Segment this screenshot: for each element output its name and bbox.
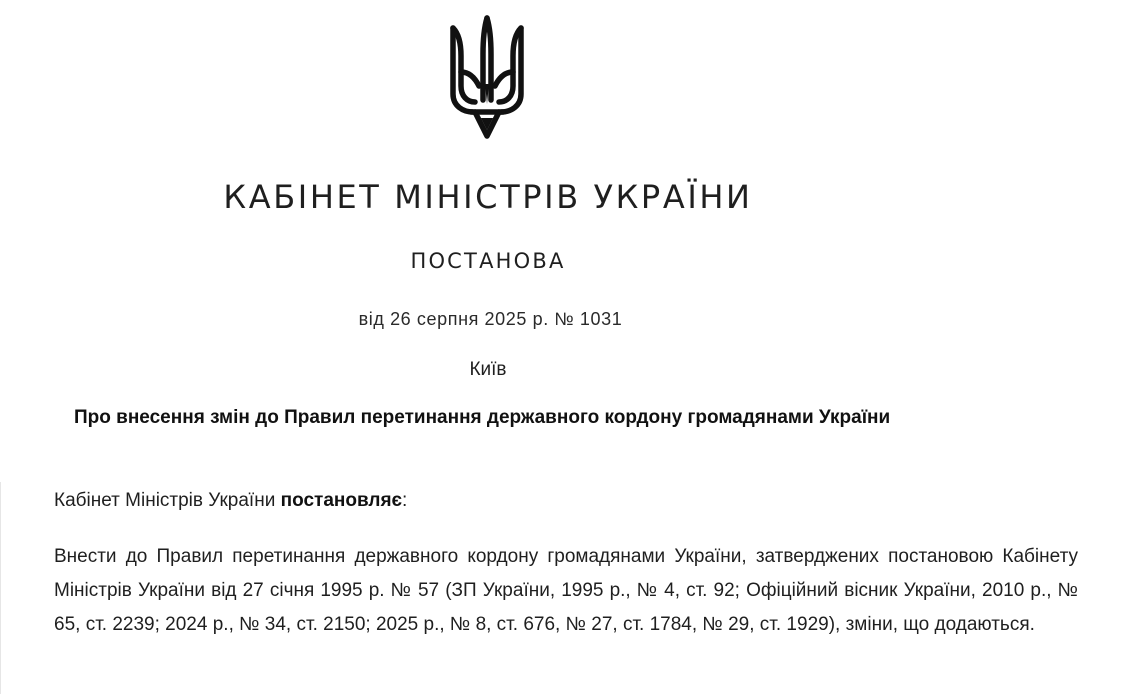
document-title: Про внесення змін до Правил перетинання державного кордону громадянами України — [74, 407, 891, 428]
preamble-suffix: : — [402, 490, 408, 511]
preamble — [54, 490, 407, 512]
left-divider — [0, 482, 1, 694]
organization-name: КАБІНЕТ МІНІСТРІВ УКРАЇНИ — [223, 178, 753, 216]
body-paragraph: Внести до Правил перетинання державного кордону громадянами України, затверджених постановою Кабінету Міністрів України від 27 січня 1995 р. № 57 (ЗП України, 1995 р., № 4, ст. 92; Офіційний вісник України, 2010 р., № 65, ст. 2239; 2024 р., № 34, ст. 2150; 2025 р., № 8, ст. 676, № 27, ст. 1784, № 29, ст. 1929), зміни, що додаються. — [54, 546, 1078, 635]
preamble-text: Кабінет Міністрів України — [54, 490, 281, 511]
preamble-emphasis: постановляє — [280, 490, 403, 511]
trident-coat-of-arms-icon — [445, 14, 529, 142]
document-type: ПОСТАНОВА — [410, 249, 566, 273]
document-date-number: від 26 серпня 2025 р. № 1031 — [358, 309, 623, 329]
document-place: Київ — [469, 359, 507, 380]
